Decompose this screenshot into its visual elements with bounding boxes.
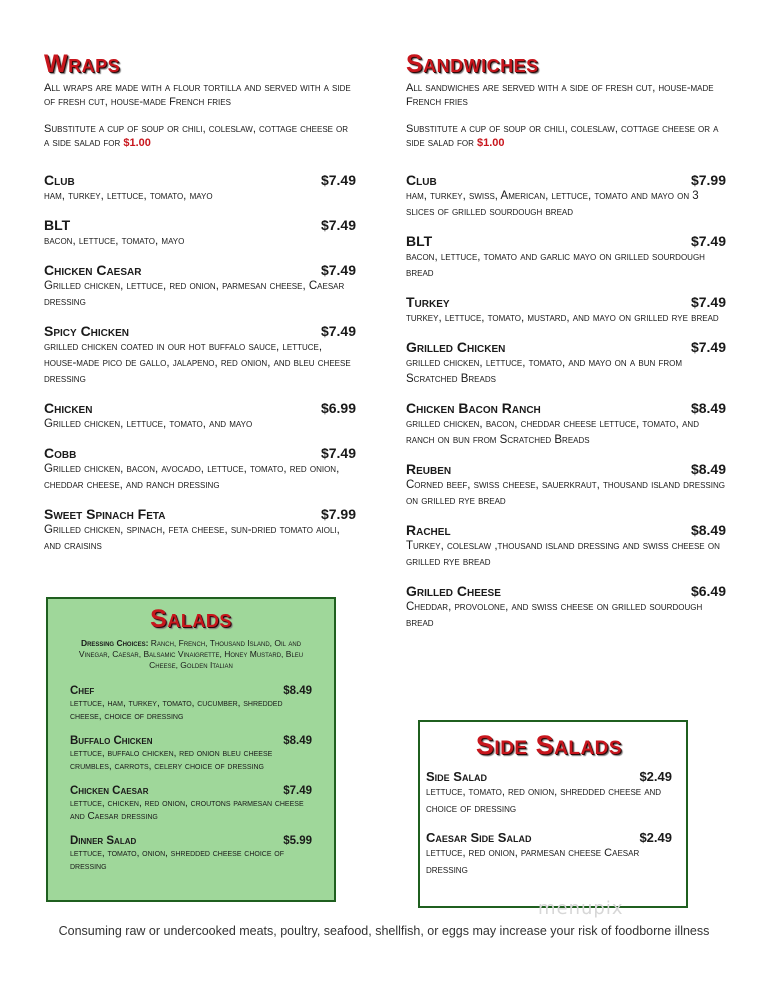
side-salads-section — [418, 720, 688, 908]
menu-item — [406, 400, 726, 448]
menu-item — [406, 583, 726, 631]
footer-disclaimer: Consuming raw or undercooked meats, poultry, seafood, shellfish, or eggs may increase your risk of foodborne illness — [58, 924, 710, 938]
item-price: $8.49 — [690, 522, 726, 538]
wraps-title: Wraps — [44, 50, 121, 78]
item-description: lettuce, tomato, onion, shredded cheese choice of dressing — [70, 848, 285, 872]
item-price: $6.49 — [690, 583, 726, 599]
item-name: Chef — [70, 685, 95, 697]
dressing-list: Ranch, French, Thousand Island, Oil and Vinegar, Caesar, Balsamic Vinaigrette, Honey Mustard, Bleu Cheese, Golden Italian — [78, 638, 304, 670]
wraps-substitute-price: $1.00 — [123, 137, 151, 149]
item-description: Turkey, coleslaw ,thousand island dressing and swiss cheese on grilled rye bread — [406, 540, 720, 568]
item-price: $7.49 — [320, 217, 356, 233]
sandwiches-intro: All sandwiches are served with a side of fresh cut, house-made French fries — [406, 82, 714, 108]
item-price: $7.49 — [690, 294, 726, 310]
item-description: bacon, lettuce, tomato and garlic mayo on grilled sourdough bread — [406, 251, 705, 279]
wraps-section — [44, 50, 356, 567]
wraps-substitute-text: Substitute a cup of soup or chili, coleslaw, cottage cheese or a side salad for — [44, 123, 349, 149]
menu-item — [44, 262, 356, 310]
item-description: grilled chicken, lettuce, tomato, and mayo on a bun from Scratched Breads — [406, 357, 682, 385]
menu-item — [406, 461, 726, 509]
item-name: Turkey — [406, 294, 450, 310]
item-price: $5.99 — [283, 835, 312, 847]
item-description: Grilled chicken, spinach, feta cheese, sun-dried tomato aioli, and craisins — [44, 524, 340, 552]
item-description: lettuce, ham, turkey, tomato, cucumber, shredded cheese, choice of dressing — [70, 698, 283, 722]
menu-item — [44, 217, 356, 249]
item-price: $7.49 — [690, 233, 726, 249]
side-salads-title: Side Salads — [475, 730, 623, 760]
item-name: Side Salad — [426, 769, 487, 784]
item-price: $7.49 — [320, 172, 356, 188]
item-description: turkey, lettuce, tomato, mustard, and mayo on grilled rye bread — [406, 312, 719, 324]
item-price: $8.49 — [690, 461, 726, 477]
item-name: Chicken Caesar — [44, 262, 142, 278]
menu-item — [406, 172, 726, 220]
menu-item — [406, 522, 726, 570]
item-description: lettuce, red onion, parmesan cheese Caesar dressing — [426, 847, 640, 876]
item-price: $7.49 — [320, 445, 356, 461]
menu-item — [70, 835, 312, 873]
item-name: Chicken Bacon Ranch — [406, 400, 541, 416]
item-description: grilled chicken, bacon, cheddar cheese lettuce, tomato, and ranch on bun from Scratched Breads — [406, 418, 699, 446]
item-name: Rachel — [406, 522, 451, 538]
sandwiches-substitute-price: $1.00 — [476, 137, 505, 149]
dressing-label: Dressing Choices: — [80, 638, 149, 648]
item-name: Club — [406, 172, 437, 188]
watermark: menupix — [538, 898, 624, 919]
sandwiches-title: Sandwiches — [406, 50, 539, 78]
wraps-substitute — [44, 122, 356, 150]
item-name: BLT — [44, 217, 71, 233]
item-name: Chicken — [44, 400, 93, 416]
menu-item — [426, 769, 672, 818]
item-price: $7.99 — [320, 506, 356, 522]
menu-item — [426, 830, 672, 879]
item-description: Grilled chicken, lettuce, tomato, and mayo — [44, 418, 253, 430]
item-name: Spicy Chicken — [44, 323, 130, 339]
item-name: Grilled Cheese — [406, 583, 501, 599]
item-name: BLT — [406, 233, 433, 249]
item-description: grilled chicken coated in our hot buffalo sauce, lettuce, house-made pico de gallo, jalapeno, red onion, and bleu cheese dressing — [44, 341, 351, 385]
item-name: Cobb — [44, 445, 77, 461]
item-name: Reuben — [406, 461, 452, 477]
item-price: $7.99 — [690, 172, 726, 188]
item-price: $8.49 — [690, 400, 726, 416]
menu-item — [44, 506, 356, 554]
item-name: Caesar Side Salad — [426, 830, 532, 845]
menu-item — [44, 445, 356, 493]
item-description: Cheddar, provolone, and swiss cheese on grilled sourdough bread — [406, 601, 703, 629]
menu-item — [70, 785, 312, 823]
dressing-choices — [70, 638, 312, 671]
salads-section — [46, 597, 336, 902]
wraps-intro: All wraps are made with a flour tortilla and served with a side of fresh cut, house-made French fries — [44, 82, 351, 108]
sandwiches-substitute — [406, 122, 726, 150]
item-description: Grilled chicken, lettuce, red onion, parmesan cheese, Caesar dressing — [44, 280, 345, 308]
sandwiches-section — [406, 50, 726, 644]
item-description: Corned beef, swiss cheese, sauerkraut, thousand island dressing on grilled rye bread — [406, 479, 725, 507]
menu-item — [70, 735, 312, 773]
item-name: Dinner Salad — [70, 835, 137, 847]
item-description: ham, turkey, lettuce, tomato, mayo — [44, 190, 213, 202]
item-description: bacon, lettuce, tomato, mayo — [44, 235, 185, 247]
item-name: Club — [44, 172, 75, 188]
menu-item — [44, 400, 356, 432]
item-price: $2.49 — [639, 769, 672, 784]
menu-item — [44, 172, 356, 204]
item-description: lettuce, buffalo chicken, red onion bleu cheese crumbles, carrots, celery choice of dressing — [70, 748, 273, 772]
item-price: $8.49 — [283, 735, 312, 747]
item-price: $7.49 — [690, 339, 726, 355]
item-price: $7.49 — [320, 262, 356, 278]
item-description: lettuce, tomato, red onion, shredded cheese and choice of dressing — [426, 786, 662, 815]
sandwiches-substitute-text: Substitute a cup of soup or chili, coleslaw, cottage cheese or a side salad for — [406, 123, 719, 149]
item-description: lettuce, chicken, red onion, croutons parmesan cheese and Caesar dressing — [70, 798, 304, 822]
item-description: Grilled chicken, bacon, avocado, lettuce, tomato, red onion, cheddar cheese, and ranch dressing — [44, 463, 340, 491]
item-name: Sweet Spinach Feta — [44, 506, 166, 522]
item-price: $7.49 — [283, 785, 312, 797]
item-description: ham, turkey, swiss, American, lettuce, tomato and mayo on 3 slices of grilled sourdough bread — [406, 190, 699, 218]
item-price: $8.49 — [283, 685, 312, 697]
wraps-list — [44, 172, 356, 554]
menu-item — [406, 233, 726, 281]
item-price: $7.49 — [320, 323, 356, 339]
item-name: Buffalo Chicken — [70, 735, 153, 747]
menu-item — [406, 294, 726, 326]
salads-title: Salads — [150, 605, 232, 633]
item-name: Grilled Chicken — [406, 339, 506, 355]
menu-item — [70, 685, 312, 723]
menu-item — [44, 323, 356, 387]
item-name: Chicken Caesar — [70, 785, 149, 797]
item-price: $6.99 — [320, 400, 356, 416]
menu-item — [406, 339, 726, 387]
item-price: $2.49 — [639, 830, 672, 845]
sandwiches-list — [406, 172, 726, 631]
